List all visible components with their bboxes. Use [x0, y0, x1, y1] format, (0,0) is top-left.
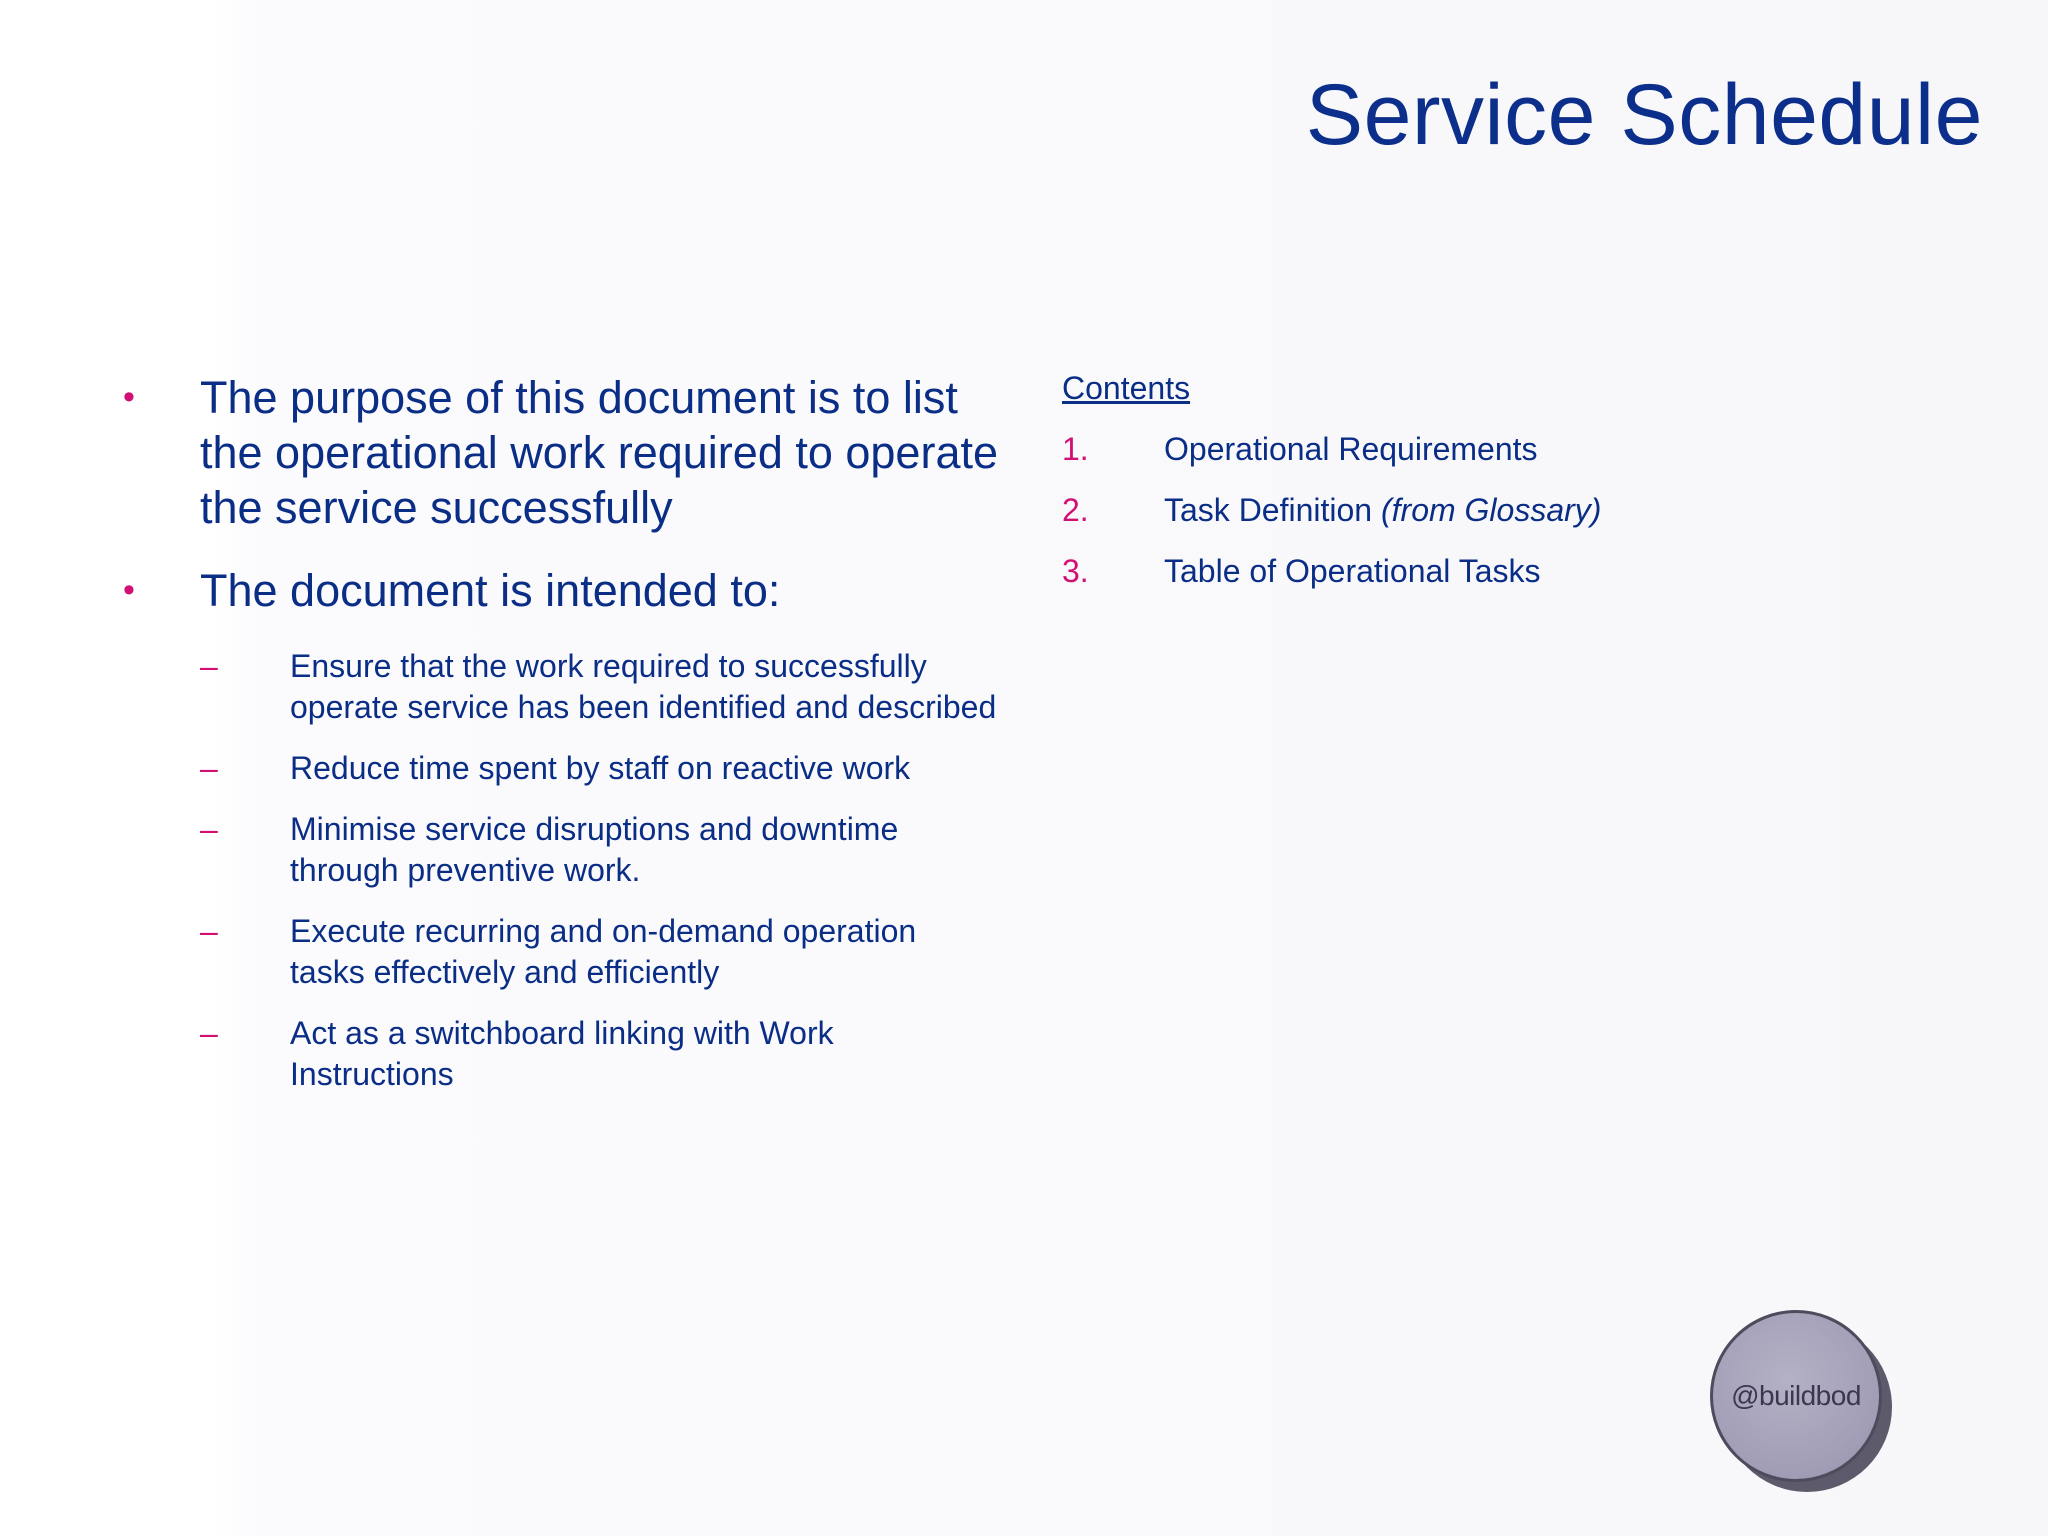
sub-item-text: Ensure that the work required to successfully operate service has been identified and described — [290, 648, 997, 725]
dash-marker: – — [200, 913, 218, 949]
dash-marker: – — [200, 811, 218, 847]
sub-item-text: Act as a switchboard linking with Work Instructions — [290, 1015, 834, 1092]
toc-number: 3. — [1062, 553, 1089, 589]
toc-text: Table of Operational Tasks — [1164, 553, 1541, 589]
toc-text: Task Definition — [1164, 492, 1381, 528]
dash-marker: – — [200, 648, 218, 684]
dash-marker: – — [200, 750, 218, 786]
toc-item-operational-requirements — [1062, 429, 1882, 470]
intent-sub-list — [200, 646, 998, 1095]
badge-face — [1710, 1310, 1882, 1482]
bullet-text: The document is intended to: — [200, 565, 781, 616]
toc-note: (from Glossary) — [1380, 492, 1602, 528]
sub-item-text: Execute recurring and on-demand operation tasks effectively and efficiently — [290, 913, 917, 990]
slide-title: Service Schedule — [1305, 67, 1983, 163]
dash-marker: – — [200, 1015, 218, 1051]
sub-item — [200, 1013, 998, 1095]
toc-number: 1. — [1062, 431, 1089, 467]
sub-item — [200, 646, 998, 728]
contents-panel — [1062, 368, 1882, 612]
badge-handle: @buildbod — [1731, 1380, 1861, 1411]
main-bullet-list — [118, 370, 998, 1115]
sub-item — [200, 748, 998, 789]
sub-item-text: Minimise service disruptions and downtime through preventive work. — [290, 811, 899, 888]
toc-item-table-of-tasks — [1062, 551, 1882, 592]
bullet-item-intent — [118, 563, 998, 618]
bullet-marker: • — [123, 378, 135, 416]
bullet-text: The purpose of this document is to list the operational work required to operate the service successfully — [200, 372, 999, 533]
contents-link[interactable]: Contents — [1062, 370, 1191, 406]
sub-item — [200, 809, 998, 891]
toc-item-task-definition — [1062, 490, 1882, 531]
bullet-marker: • — [123, 571, 135, 609]
bullet-item-purpose — [118, 370, 998, 535]
toc-text: Operational Requirements — [1164, 431, 1538, 467]
toc-number: 2. — [1062, 492, 1089, 528]
sub-item-text: Reduce time spent by staff on reactive work — [290, 750, 911, 786]
buildbod-badge — [1708, 1308, 1894, 1494]
sub-item — [200, 911, 998, 993]
